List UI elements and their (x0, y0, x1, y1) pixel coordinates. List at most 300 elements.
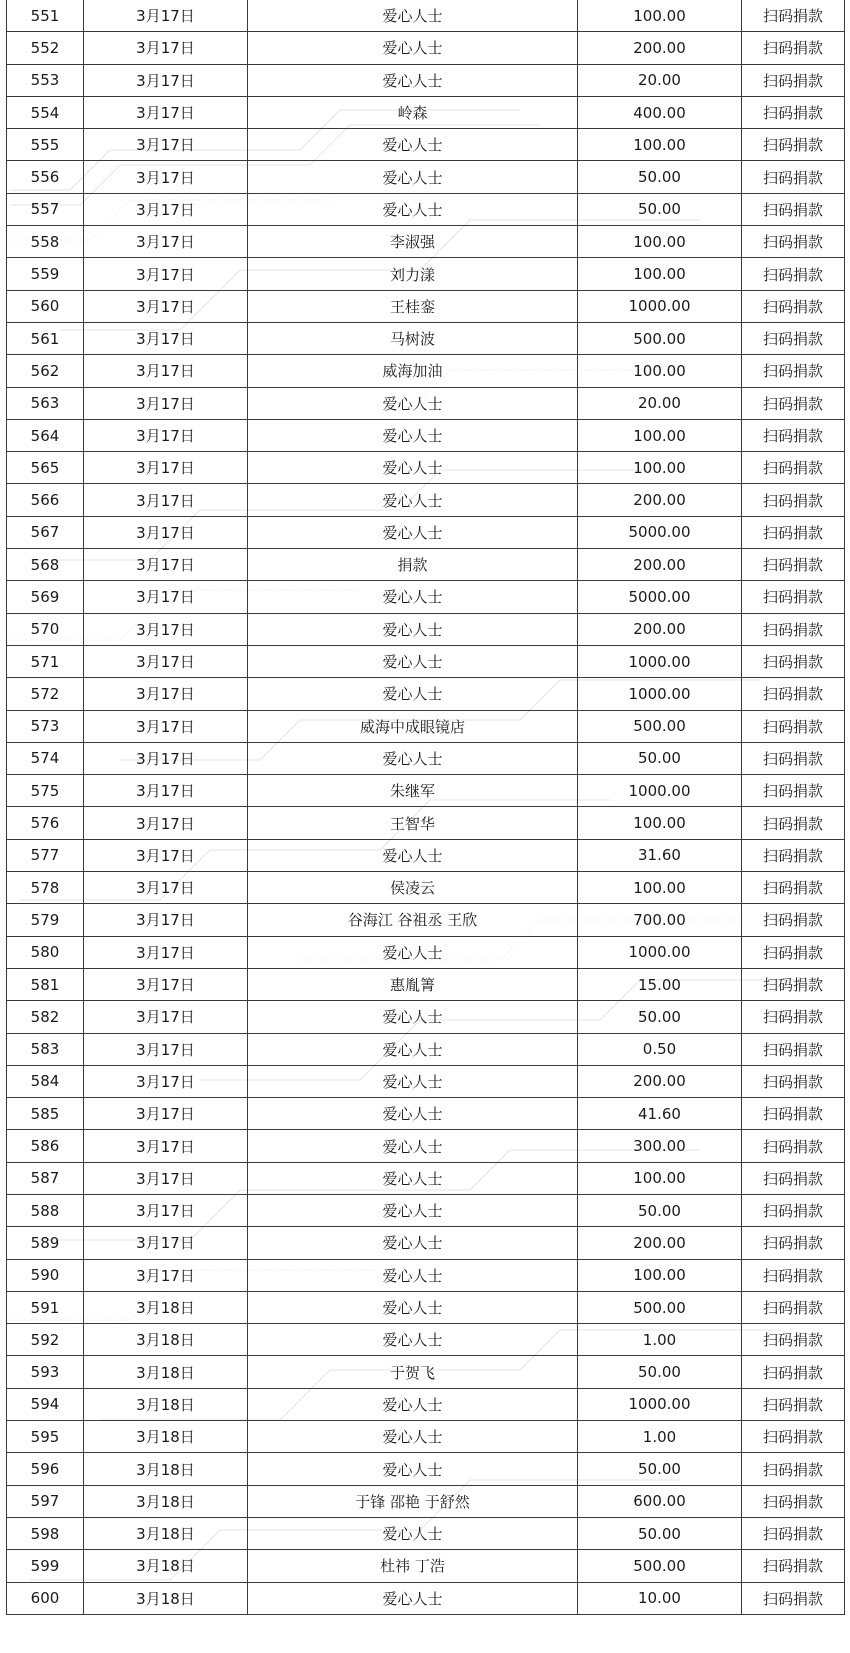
cell-donor-name: 爱心人士 (248, 645, 578, 677)
cell-donation-type: 扫码捐款 (742, 807, 845, 839)
cell-donation-type: 扫码捐款 (742, 1065, 845, 1097)
cell-date: 3月18日 (84, 1453, 248, 1485)
cell-donation-type: 扫码捐款 (742, 387, 845, 419)
cell-serial-number: 571 (7, 645, 84, 677)
cell-donor-name: 爱心人士 (248, 936, 578, 968)
cell-amount: 50.00 (578, 1453, 742, 1485)
cell-amount: 1000.00 (578, 936, 742, 968)
cell-amount: 100.00 (578, 129, 742, 161)
donation-table (6, 0, 845, 1615)
table-row (7, 742, 845, 774)
cell-date: 3月17日 (84, 419, 248, 451)
cell-amount: 300.00 (578, 1130, 742, 1162)
cell-serial-number: 576 (7, 807, 84, 839)
cell-serial-number: 559 (7, 258, 84, 290)
cell-serial-number: 562 (7, 355, 84, 387)
table-row (7, 1065, 845, 1097)
cell-date: 3月17日 (84, 775, 248, 807)
table-row (7, 96, 845, 128)
cell-donation-type: 扫码捐款 (742, 1517, 845, 1549)
cell-donation-type: 扫码捐款 (742, 0, 845, 32)
cell-amount: 50.00 (578, 161, 742, 193)
cell-donor-name: 王桂銮 (248, 290, 578, 322)
cell-amount: 1.00 (578, 1421, 742, 1453)
cell-donor-name: 爱心人士 (248, 1388, 578, 1420)
cell-donor-name: 爱心人士 (248, 419, 578, 451)
cell-donor-name: 王智华 (248, 807, 578, 839)
cell-serial-number: 579 (7, 904, 84, 936)
cell-serial-number: 574 (7, 742, 84, 774)
cell-date: 3月17日 (84, 1130, 248, 1162)
cell-donation-type: 扫码捐款 (742, 1162, 845, 1194)
cell-date: 3月17日 (84, 549, 248, 581)
cell-serial-number: 561 (7, 322, 84, 354)
cell-amount: 50.00 (578, 1194, 742, 1226)
cell-amount: 1000.00 (578, 1388, 742, 1420)
cell-serial-number: 595 (7, 1421, 84, 1453)
cell-donation-type: 扫码捐款 (742, 32, 845, 64)
cell-donor-name: 爱心人士 (248, 742, 578, 774)
table-row (7, 193, 845, 225)
cell-date: 3月17日 (84, 258, 248, 290)
table-row (7, 1098, 845, 1130)
cell-serial-number: 563 (7, 387, 84, 419)
cell-date: 3月17日 (84, 839, 248, 871)
cell-serial-number: 560 (7, 290, 84, 322)
cell-amount: 31.60 (578, 839, 742, 871)
cell-amount: 200.00 (578, 1227, 742, 1259)
cell-donation-type: 扫码捐款 (742, 839, 845, 871)
cell-donation-type: 扫码捐款 (742, 258, 845, 290)
cell-donor-name: 于锋 邵艳 于舒然 (248, 1485, 578, 1517)
cell-serial-number: 573 (7, 710, 84, 742)
table-row (7, 64, 845, 96)
cell-donation-type: 扫码捐款 (742, 1388, 845, 1420)
cell-donor-name: 爱心人士 (248, 581, 578, 613)
cell-date: 3月17日 (84, 613, 248, 645)
cell-donor-name: 侯凌云 (248, 872, 578, 904)
cell-serial-number: 596 (7, 1453, 84, 1485)
cell-donor-name: 爱心人士 (248, 1033, 578, 1065)
cell-donation-type: 扫码捐款 (742, 516, 845, 548)
table-row (7, 710, 845, 742)
cell-date: 3月17日 (84, 678, 248, 710)
cell-donation-type: 扫码捐款 (742, 1098, 845, 1130)
table-row (7, 807, 845, 839)
cell-donation-type: 扫码捐款 (742, 1291, 845, 1323)
cell-serial-number: 553 (7, 64, 84, 96)
cell-donation-type: 扫码捐款 (742, 613, 845, 645)
cell-date: 3月17日 (84, 1259, 248, 1291)
cell-date: 3月17日 (84, 0, 248, 32)
cell-date: 3月18日 (84, 1550, 248, 1582)
cell-amount: 100.00 (578, 258, 742, 290)
cell-donor-name: 谷海江 谷祖丞 王欣 (248, 904, 578, 936)
cell-serial-number: 589 (7, 1227, 84, 1259)
cell-donation-type: 扫码捐款 (742, 96, 845, 128)
cell-donation-type: 扫码捐款 (742, 904, 845, 936)
cell-date: 3月17日 (84, 1065, 248, 1097)
cell-date: 3月17日 (84, 1194, 248, 1226)
cell-date: 3月17日 (84, 226, 248, 258)
cell-donor-name: 岭森 (248, 96, 578, 128)
cell-donor-name: 惠胤箐 (248, 968, 578, 1000)
table-row (7, 549, 845, 581)
cell-serial-number: 564 (7, 419, 84, 451)
cell-serial-number: 592 (7, 1324, 84, 1356)
cell-serial-number: 584 (7, 1065, 84, 1097)
cell-serial-number: 554 (7, 96, 84, 128)
cell-amount: 100.00 (578, 1162, 742, 1194)
cell-donor-name: 爱心人士 (248, 1453, 578, 1485)
cell-date: 3月17日 (84, 807, 248, 839)
cell-serial-number: 591 (7, 1291, 84, 1323)
cell-serial-number: 572 (7, 678, 84, 710)
cell-date: 3月18日 (84, 1582, 248, 1614)
cell-donor-name: 爱心人士 (248, 1001, 578, 1033)
table-row (7, 1130, 845, 1162)
cell-amount: 200.00 (578, 549, 742, 581)
table-row (7, 936, 845, 968)
cell-date: 3月17日 (84, 355, 248, 387)
cell-serial-number: 593 (7, 1356, 84, 1388)
cell-serial-number: 551 (7, 0, 84, 32)
table-row (7, 1324, 845, 1356)
cell-serial-number: 568 (7, 549, 84, 581)
table-row (7, 452, 845, 484)
table-row (7, 1356, 845, 1388)
cell-serial-number: 582 (7, 1001, 84, 1033)
cell-donation-type: 扫码捐款 (742, 452, 845, 484)
cell-date: 3月17日 (84, 1098, 248, 1130)
table-row (7, 1453, 845, 1485)
table-row (7, 839, 845, 871)
table-row (7, 1227, 845, 1259)
cell-donor-name: 爱心人士 (248, 484, 578, 516)
cell-amount: 500.00 (578, 322, 742, 354)
table-row (7, 1291, 845, 1323)
cell-serial-number: 558 (7, 226, 84, 258)
cell-amount: 100.00 (578, 872, 742, 904)
cell-amount: 700.00 (578, 904, 742, 936)
cell-donor-name: 爱心人士 (248, 129, 578, 161)
cell-serial-number: 585 (7, 1098, 84, 1130)
table-row (7, 1259, 845, 1291)
cell-amount: 200.00 (578, 1065, 742, 1097)
cell-amount: 200.00 (578, 32, 742, 64)
cell-amount: 1000.00 (578, 775, 742, 807)
cell-serial-number: 599 (7, 1550, 84, 1582)
cell-amount: 20.00 (578, 64, 742, 96)
cell-date: 3月18日 (84, 1324, 248, 1356)
cell-date: 3月17日 (84, 290, 248, 322)
table-row (7, 1421, 845, 1453)
cell-donor-name: 爱心人士 (248, 387, 578, 419)
cell-amount: 100.00 (578, 1259, 742, 1291)
cell-date: 3月17日 (84, 872, 248, 904)
cell-date: 3月18日 (84, 1356, 248, 1388)
cell-donor-name: 爱心人士 (248, 0, 578, 32)
cell-donor-name: 爱心人士 (248, 1421, 578, 1453)
cell-donor-name: 爱心人士 (248, 516, 578, 548)
cell-donation-type: 扫码捐款 (742, 1194, 845, 1226)
cell-donor-name: 爱心人士 (248, 161, 578, 193)
cell-serial-number: 575 (7, 775, 84, 807)
cell-serial-number: 590 (7, 1259, 84, 1291)
cell-serial-number: 556 (7, 161, 84, 193)
table-row (7, 904, 845, 936)
cell-donation-type: 扫码捐款 (742, 1227, 845, 1259)
cell-date: 3月17日 (84, 96, 248, 128)
cell-amount: 0.50 (578, 1033, 742, 1065)
cell-date: 3月18日 (84, 1388, 248, 1420)
cell-date: 3月17日 (84, 1227, 248, 1259)
cell-date: 3月17日 (84, 484, 248, 516)
cell-amount: 500.00 (578, 1550, 742, 1582)
cell-date: 3月18日 (84, 1291, 248, 1323)
cell-amount: 50.00 (578, 1356, 742, 1388)
table-row (7, 1517, 845, 1549)
table-row (7, 1033, 845, 1065)
cell-donation-type: 扫码捐款 (742, 1033, 845, 1065)
cell-donation-type: 扫码捐款 (742, 1001, 845, 1033)
cell-amount: 100.00 (578, 226, 742, 258)
cell-donor-name: 爱心人士 (248, 1162, 578, 1194)
cell-donation-type: 扫码捐款 (742, 710, 845, 742)
cell-amount: 500.00 (578, 1291, 742, 1323)
cell-date: 3月18日 (84, 1421, 248, 1453)
cell-donation-type: 扫码捐款 (742, 1356, 845, 1388)
donation-table-wrapper (6, 0, 844, 1615)
table-row (7, 1162, 845, 1194)
cell-date: 3月17日 (84, 32, 248, 64)
cell-amount: 200.00 (578, 484, 742, 516)
cell-amount: 10.00 (578, 1582, 742, 1614)
cell-donation-type: 扫码捐款 (742, 936, 845, 968)
table-row (7, 387, 845, 419)
cell-donation-type: 扫码捐款 (742, 1453, 845, 1485)
cell-donor-name: 爱心人士 (248, 193, 578, 225)
cell-serial-number: 594 (7, 1388, 84, 1420)
cell-donor-name: 爱心人士 (248, 613, 578, 645)
cell-amount: 1000.00 (578, 645, 742, 677)
cell-date: 3月17日 (84, 581, 248, 613)
cell-amount: 20.00 (578, 387, 742, 419)
cell-serial-number: 557 (7, 193, 84, 225)
cell-donor-name: 爱心人士 (248, 1582, 578, 1614)
cell-donation-type: 扫码捐款 (742, 1582, 845, 1614)
cell-donor-name: 杜祎 丁浩 (248, 1550, 578, 1582)
table-row (7, 1388, 845, 1420)
table-row (7, 678, 845, 710)
table-row (7, 775, 845, 807)
cell-donor-name: 爱心人士 (248, 1324, 578, 1356)
cell-serial-number: 586 (7, 1130, 84, 1162)
cell-donor-name: 朱继军 (248, 775, 578, 807)
cell-date: 3月17日 (84, 1033, 248, 1065)
cell-donation-type: 扫码捐款 (742, 64, 845, 96)
table-row (7, 1582, 845, 1614)
cell-donation-type: 扫码捐款 (742, 1550, 845, 1582)
cell-amount: 1000.00 (578, 290, 742, 322)
cell-donor-name: 爱心人士 (248, 1098, 578, 1130)
cell-amount: 400.00 (578, 96, 742, 128)
table-row (7, 32, 845, 64)
table-row (7, 1194, 845, 1226)
cell-donor-name: 捐款 (248, 549, 578, 581)
table-row (7, 161, 845, 193)
cell-date: 3月17日 (84, 710, 248, 742)
cell-serial-number: 598 (7, 1517, 84, 1549)
donation-table-body (7, 0, 845, 1614)
cell-donation-type: 扫码捐款 (742, 290, 845, 322)
cell-serial-number: 566 (7, 484, 84, 516)
cell-donation-type: 扫码捐款 (742, 645, 845, 677)
cell-date: 3月17日 (84, 645, 248, 677)
cell-donor-name: 爱心人士 (248, 839, 578, 871)
cell-donation-type: 扫码捐款 (742, 129, 845, 161)
cell-date: 3月17日 (84, 452, 248, 484)
cell-donor-name: 爱心人士 (248, 32, 578, 64)
cell-donor-name: 威海中成眼镜店 (248, 710, 578, 742)
cell-serial-number: 567 (7, 516, 84, 548)
cell-donation-type: 扫码捐款 (742, 968, 845, 1000)
cell-donation-type: 扫码捐款 (742, 322, 845, 354)
cell-donor-name: 威海加油 (248, 355, 578, 387)
cell-donor-name: 爱心人士 (248, 678, 578, 710)
cell-donation-type: 扫码捐款 (742, 678, 845, 710)
cell-amount: 600.00 (578, 1485, 742, 1517)
cell-serial-number: 570 (7, 613, 84, 645)
table-row (7, 1001, 845, 1033)
cell-serial-number: 588 (7, 1194, 84, 1226)
cell-date: 3月17日 (84, 904, 248, 936)
cell-donation-type: 扫码捐款 (742, 1485, 845, 1517)
cell-donor-name: 爱心人士 (248, 64, 578, 96)
cell-date: 3月17日 (84, 193, 248, 225)
cell-donation-type: 扫码捐款 (742, 355, 845, 387)
cell-date: 3月17日 (84, 968, 248, 1000)
cell-date: 3月17日 (84, 936, 248, 968)
cell-donor-name: 马树波 (248, 322, 578, 354)
cell-donation-type: 扫码捐款 (742, 1324, 845, 1356)
cell-donor-name: 刘力漾 (248, 258, 578, 290)
table-row (7, 290, 845, 322)
cell-date: 3月17日 (84, 742, 248, 774)
cell-donation-type: 扫码捐款 (742, 484, 845, 516)
cell-donation-type: 扫码捐款 (742, 226, 845, 258)
cell-amount: 200.00 (578, 613, 742, 645)
cell-donation-type: 扫码捐款 (742, 1421, 845, 1453)
cell-amount: 500.00 (578, 710, 742, 742)
cell-donor-name: 爱心人士 (248, 1130, 578, 1162)
table-row (7, 581, 845, 613)
cell-amount: 50.00 (578, 193, 742, 225)
cell-donation-type: 扫码捐款 (742, 1259, 845, 1291)
cell-donation-type: 扫码捐款 (742, 193, 845, 225)
cell-donor-name: 爱心人士 (248, 1291, 578, 1323)
cell-date: 3月17日 (84, 64, 248, 96)
table-row (7, 968, 845, 1000)
cell-donation-type: 扫码捐款 (742, 581, 845, 613)
cell-amount: 15.00 (578, 968, 742, 1000)
table-row (7, 1550, 845, 1582)
cell-donor-name: 李淑强 (248, 226, 578, 258)
table-row (7, 484, 845, 516)
cell-serial-number: 569 (7, 581, 84, 613)
cell-donor-name: 爱心人士 (248, 1065, 578, 1097)
cell-date: 3月18日 (84, 1517, 248, 1549)
cell-amount: 100.00 (578, 807, 742, 839)
table-row (7, 872, 845, 904)
cell-amount: 50.00 (578, 742, 742, 774)
cell-donor-name: 于贺飞 (248, 1356, 578, 1388)
table-row (7, 1485, 845, 1517)
cell-amount: 100.00 (578, 452, 742, 484)
cell-serial-number: 580 (7, 936, 84, 968)
cell-donor-name: 爱心人士 (248, 452, 578, 484)
cell-donor-name: 爱心人士 (248, 1227, 578, 1259)
cell-donation-type: 扫码捐款 (742, 775, 845, 807)
cell-serial-number: 578 (7, 872, 84, 904)
cell-serial-number: 597 (7, 1485, 84, 1517)
cell-amount: 50.00 (578, 1517, 742, 1549)
cell-date: 3月17日 (84, 1162, 248, 1194)
cell-donor-name: 爱心人士 (248, 1194, 578, 1226)
cell-donation-type: 扫码捐款 (742, 1130, 845, 1162)
cell-donation-type: 扫码捐款 (742, 549, 845, 581)
cell-amount: 100.00 (578, 419, 742, 451)
cell-serial-number: 555 (7, 129, 84, 161)
cell-donor-name: 爱心人士 (248, 1259, 578, 1291)
cell-donation-type: 扫码捐款 (742, 872, 845, 904)
cell-serial-number: 581 (7, 968, 84, 1000)
cell-amount: 1.00 (578, 1324, 742, 1356)
cell-serial-number: 552 (7, 32, 84, 64)
cell-donation-type: 扫码捐款 (742, 419, 845, 451)
cell-amount: 5000.00 (578, 516, 742, 548)
cell-amount: 100.00 (578, 355, 742, 387)
cell-date: 3月17日 (84, 322, 248, 354)
cell-donor-name: 爱心人士 (248, 1517, 578, 1549)
table-row (7, 258, 845, 290)
table-row (7, 516, 845, 548)
cell-date: 3月17日 (84, 516, 248, 548)
table-row (7, 322, 845, 354)
cell-serial-number: 600 (7, 1582, 84, 1614)
cell-serial-number: 587 (7, 1162, 84, 1194)
cell-amount: 1000.00 (578, 678, 742, 710)
cell-donation-type: 扫码捐款 (742, 742, 845, 774)
cell-date: 3月18日 (84, 1485, 248, 1517)
cell-date: 3月17日 (84, 1001, 248, 1033)
cell-date: 3月17日 (84, 387, 248, 419)
cell-date: 3月17日 (84, 161, 248, 193)
cell-date: 3月17日 (84, 129, 248, 161)
cell-serial-number: 565 (7, 452, 84, 484)
table-row (7, 613, 845, 645)
table-row (7, 419, 845, 451)
table-row (7, 645, 845, 677)
table-row (7, 355, 845, 387)
cell-donation-type: 扫码捐款 (742, 161, 845, 193)
table-row (7, 0, 845, 32)
cell-amount: 50.00 (578, 1001, 742, 1033)
cell-amount: 41.60 (578, 1098, 742, 1130)
table-row (7, 129, 845, 161)
cell-serial-number: 577 (7, 839, 84, 871)
table-row (7, 226, 845, 258)
